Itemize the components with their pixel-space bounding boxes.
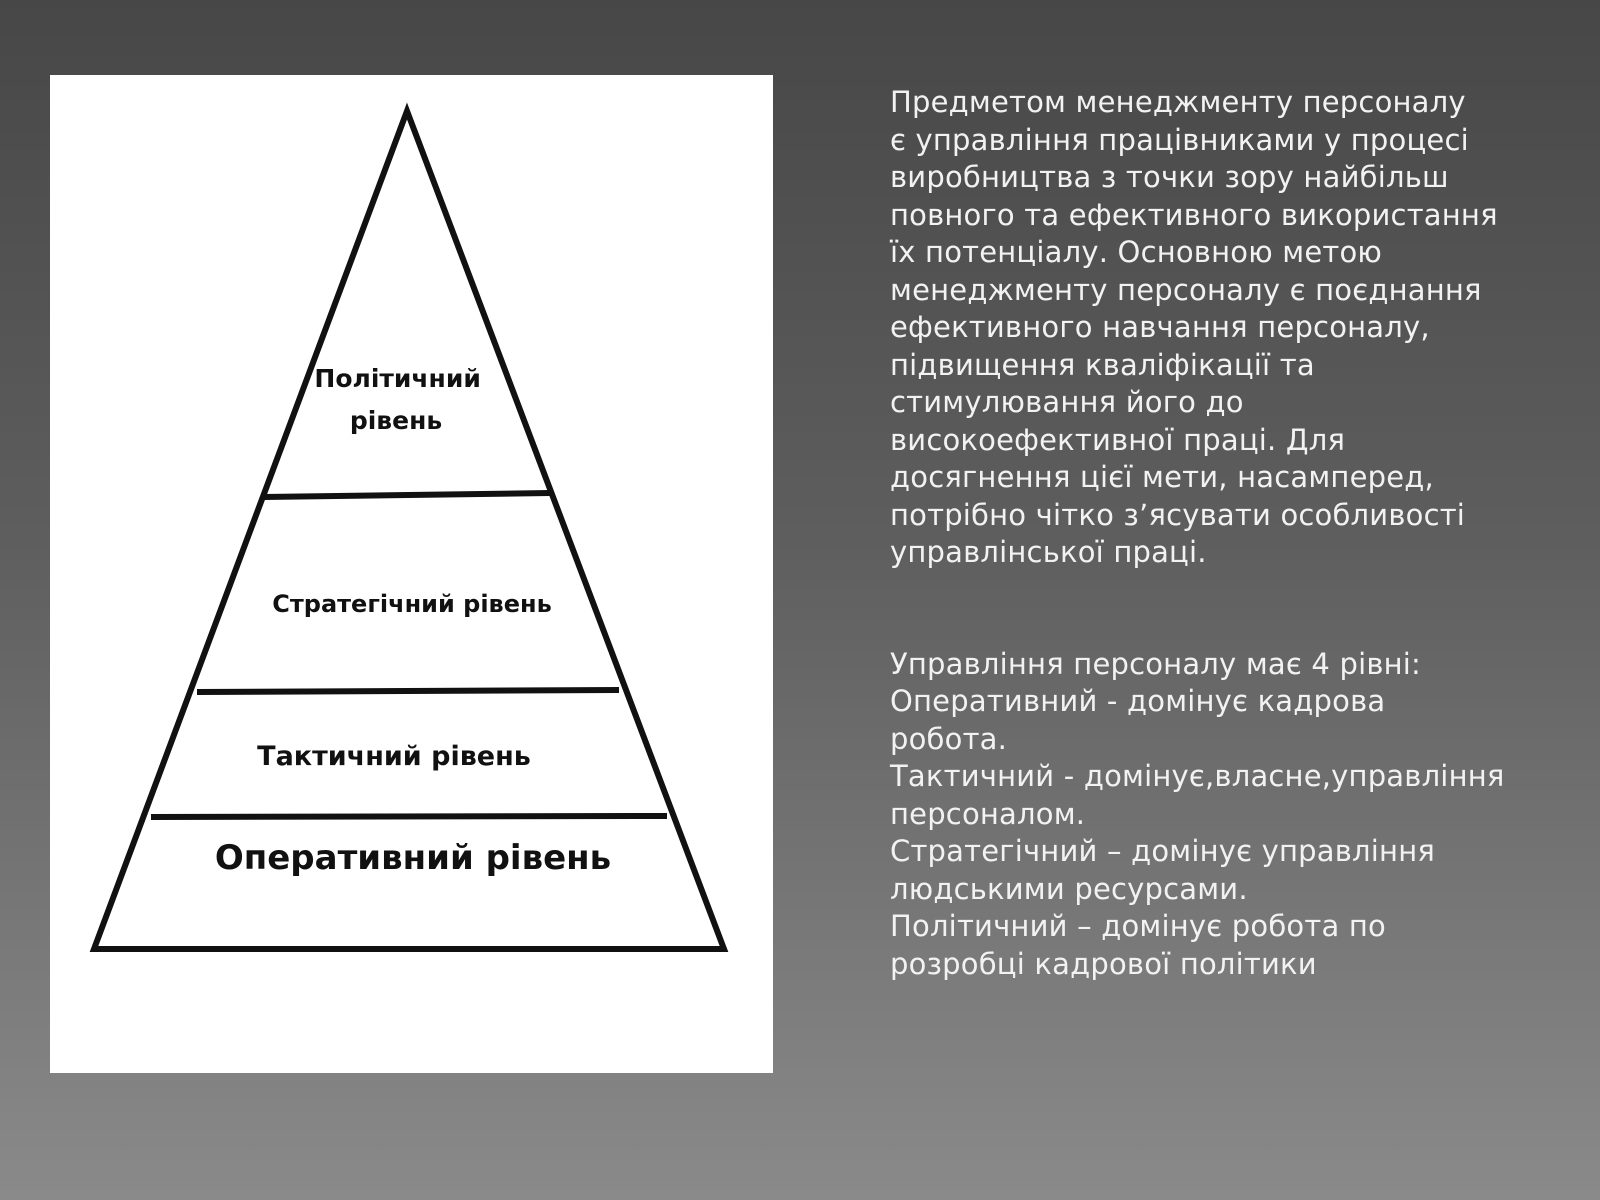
level-label-strategic: Стратегічний рівень [272,590,552,618]
level-item-political: Політичний – домінує робота по розробці кадрової політики [890,909,1386,981]
levels-heading: Управління персоналу має 4 рівні: [890,646,1422,681]
level-item-strategic: Стратегічний – домінує управління людськими ресурсами. [890,834,1436,906]
divider-political-strategic [264,493,550,497]
pyramid-outline [94,111,724,949]
intro-paragraph: Предметом менеджменту персоналу є управління працівниками у процесі виробництва з точки зору найбільш повного та ефективного використання їх потенціалу. Основною метою менеджменту персоналу є поєднання ефективного навчання персоналу, підвищення кваліфікації та стимулювання його до високоефективної праці. Для досягнення цієї мети, насамперед, потрібно чітко з’ясувати особливості управлінської праці. [890,85,1498,569]
level-label-operational: Оперативний рівень [214,838,612,878]
level-label-tactical: Тактичний рівень [257,741,531,772]
level-item-tactical: Тактичний - домінує,власне,управління персоналом. [890,759,1505,831]
pyramid-diagram-panel [50,75,773,1073]
pyramid-diagram [50,75,773,1073]
level-item-operational: Оперативний - домінує кадрова робота. [890,684,1386,756]
level-label-political: Політичний рівень [314,364,481,435]
divider-strategic-tactical [197,690,619,692]
text-panel [890,84,1550,983]
divider-tactical-operational [151,816,667,817]
levels-block [890,646,1550,984]
